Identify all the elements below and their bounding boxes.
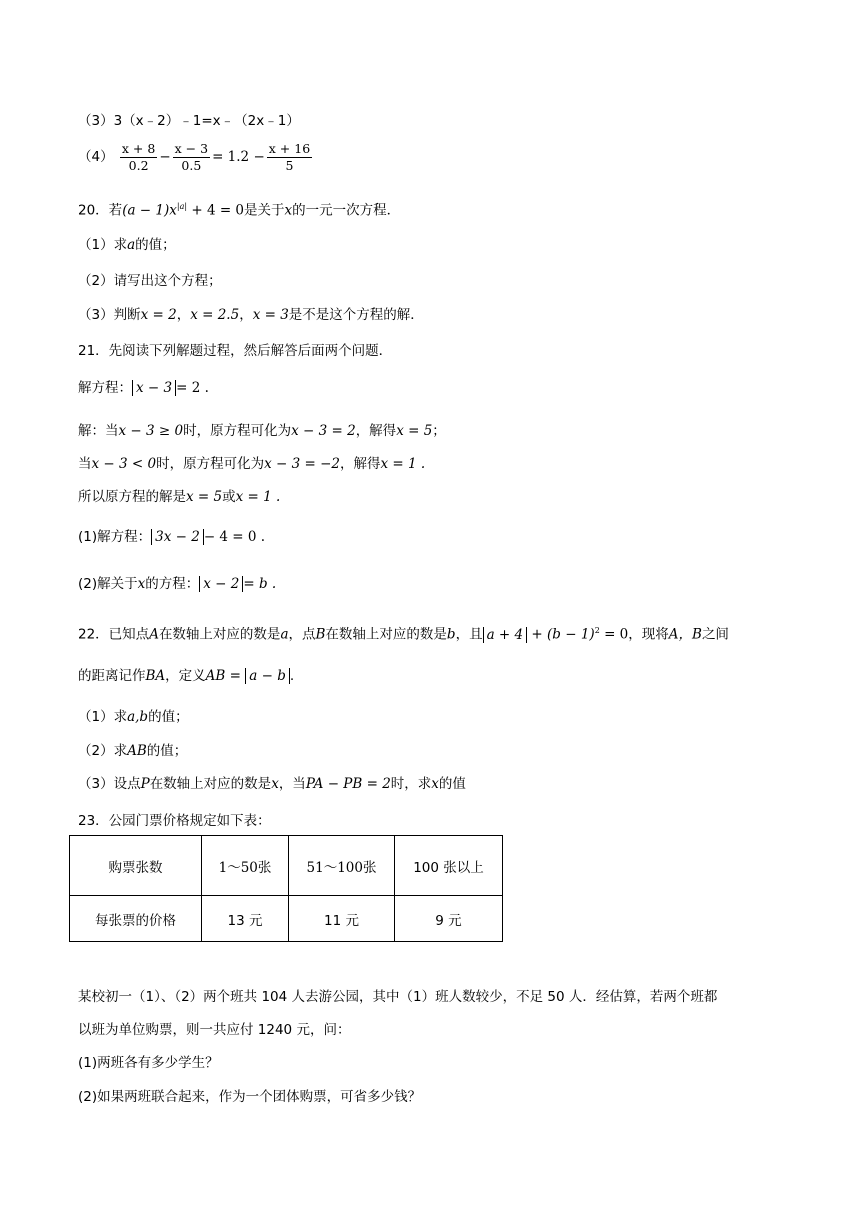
- q21-sol1-cond: x − 3 ≥ 0: [118, 423, 184, 439]
- q22-p2-b: 的值；: [146, 743, 188, 759]
- q22-point-A: A: [149, 626, 159, 643]
- q22-p1-a: （1）求: [78, 709, 128, 725]
- q21-sol1-a: 解：当: [78, 423, 119, 439]
- q23-paragraph-2: 以班为单位购票，则一共应付 1240 元，问：: [78, 1022, 351, 1038]
- q22-p2-var: AB: [127, 743, 147, 759]
- q20-var: x: [284, 202, 293, 219]
- q20-part3: [78, 305, 424, 325]
- q20-number: 20．若: [78, 202, 123, 219]
- q19-part3-equation: 3（x﹣2）﹣1=x﹣（2x﹣1）: [113, 113, 300, 129]
- q21-stem: 21．先阅读下列解题过程，然后解答后面两个问题．: [78, 343, 393, 359]
- q23-part2: (2)如果两班联合起来，作为一个团体购票，可省多少钱？: [78, 1089, 422, 1105]
- q22-p3-d: 时，求: [390, 776, 432, 792]
- q21-part2-label: (2)解关于: [78, 576, 138, 592]
- q22-point-P: P: [140, 776, 150, 792]
- q22-def-lhs: AB =: [205, 668, 246, 684]
- minus-sign: −: [159, 149, 171, 165]
- q21-sol2-cond: x − 3 < 0: [91, 456, 157, 472]
- q20-part3-end: 是不是这个方程的解．: [288, 307, 424, 323]
- q22-AB: A，B: [668, 626, 702, 643]
- q20-value-1: x = 2: [140, 307, 177, 323]
- q22-cond-abs: a + 4: [483, 627, 528, 643]
- q21-solution-3: [78, 487, 280, 507]
- q19-part4-label: （4）: [78, 149, 114, 165]
- range-1: 1～50: [218, 859, 258, 876]
- table-cell: 购票张数: [70, 836, 202, 896]
- q22-var-b: b: [446, 626, 456, 643]
- q22-var-a: a: [280, 626, 289, 643]
- q22-p3-cond: PA − PB = 2: [305, 776, 391, 792]
- q19-part4: [78, 139, 314, 175]
- table-row: [70, 836, 503, 896]
- fraction-1-numerator: x + 8: [121, 140, 156, 156]
- q21-part2: [78, 574, 276, 594]
- q20-part1-end: 的值；: [135, 237, 176, 253]
- q21-sol1-c: ，解得: [355, 423, 397, 439]
- q21-sol3-v1: x = 5: [186, 489, 223, 505]
- q21-part2-mid: 的方程：: [145, 576, 200, 592]
- q22-x2: x: [431, 776, 439, 792]
- q22-cond-sup: 2: [594, 626, 600, 635]
- q22-p3-c: ，当: [278, 776, 306, 792]
- q22-line2-end: .: [289, 668, 295, 684]
- q22-cond-end: = 0: [599, 626, 629, 643]
- q21-example-rhs: = 2 .: [176, 380, 209, 396]
- q23-stem: 23．公园门票价格规定如下表：: [78, 813, 271, 829]
- table-cell: [202, 836, 289, 896]
- q20-sep-2: ，: [239, 307, 253, 323]
- q20-part2: （2）请写出这个方程；: [78, 273, 222, 289]
- q19-part3: [78, 111, 300, 131]
- q21-part2-var: x: [137, 576, 146, 592]
- fraction-2: [173, 141, 210, 174]
- fraction-2-denominator: 0.5: [181, 157, 202, 173]
- q22-line2: [78, 666, 294, 686]
- q22-stem: [78, 621, 729, 645]
- q21-example: [78, 378, 209, 398]
- q20-part1-text: （1）求: [78, 237, 128, 253]
- q23-part1: (1)两班各有多少学生？: [78, 1055, 219, 1071]
- q20-equation: (a − 1)x: [122, 202, 177, 219]
- q22-BA: BA: [145, 668, 166, 684]
- q20-stem: [78, 197, 400, 221]
- q21-sol2-c: ，解得: [340, 456, 381, 472]
- q22-part2: [78, 741, 187, 761]
- q20-sep-1: ，: [176, 307, 191, 323]
- q21-sol1-res: x = 5: [396, 423, 433, 439]
- q20-text: 是关于: [244, 202, 285, 219]
- q22-point-B: B: [315, 626, 326, 643]
- q20-value-2: x = 2.5: [190, 307, 240, 323]
- fraction-3-numerator: x + 16: [268, 140, 311, 156]
- q21-sol2-eq: x − 3 = −2: [264, 456, 340, 472]
- q21-part1: [78, 527, 265, 547]
- table-cell: [289, 836, 395, 896]
- table-row: [70, 896, 503, 942]
- q23-paragraph-1: 某校初一（1）、（2）两个班共 104 人去游公园，其中（1）班人数较少，不足 50 人．经估算，若两个班都: [78, 989, 718, 1005]
- q22-cond-rest: + (b − 1): [527, 626, 595, 643]
- q22-a: 22．已知点: [78, 626, 150, 643]
- q21-sol3-or: 或: [222, 489, 236, 505]
- q20-part3-text: （3）判断: [78, 307, 141, 323]
- equals-part: = 1.2 −: [212, 149, 265, 165]
- q22-def-abs: a − b: [245, 668, 290, 684]
- q21-part2-rhs: = b .: [243, 576, 277, 592]
- q21-sol2-b: 时，原方程可化为: [156, 456, 265, 472]
- q22-p2-a: （2）求: [78, 743, 128, 759]
- q21-part1-rhs: − 4 = 0 .: [203, 529, 266, 545]
- q21-solution-1: [78, 421, 446, 441]
- q21-sol2-res: x = 1 .: [380, 456, 426, 472]
- table-cell: 13 元: [202, 896, 289, 942]
- q20-part1: [78, 235, 176, 255]
- q22-b: 在数轴上对应的数是: [158, 626, 281, 643]
- fraction-1-denominator: 0.2: [128, 157, 149, 173]
- table-cell: 11 元: [289, 896, 395, 942]
- table-cell: 9 元: [395, 896, 503, 942]
- q22-e: ，且: [455, 626, 483, 643]
- q21-part2-abs: x − 2: [199, 576, 243, 592]
- price-table: [69, 835, 503, 942]
- unit-2: 张: [362, 859, 377, 876]
- q22-part3: [78, 774, 466, 794]
- fraction-1: [120, 141, 157, 174]
- q22-x1: x: [271, 776, 279, 792]
- q21-sol2-a: 当: [78, 456, 92, 472]
- unit-1: 张: [257, 859, 272, 876]
- q22-part1: [78, 707, 189, 727]
- q21-sol1-eq: x − 3 = 2: [291, 423, 356, 439]
- table-cell: 100 张以上: [395, 836, 503, 896]
- q22-p1-b: 的值；: [148, 709, 189, 725]
- q22-f: ，现将: [628, 626, 669, 643]
- q20-value-3: x = 3: [252, 307, 289, 323]
- q21-example-label: 解方程：: [78, 380, 132, 396]
- fraction-3: [267, 141, 312, 174]
- q19-part3-label: （3）: [78, 113, 114, 129]
- q22-p3-b: 在数轴上对应的数是: [149, 776, 272, 792]
- q21-sol1-d: ；: [432, 423, 446, 439]
- q21-part1-label: (1)解方程：: [78, 529, 152, 545]
- q22-c: ，点: [288, 626, 316, 643]
- q22-p3-e: 的值: [438, 776, 466, 792]
- q21-sol1-b: 时，原方程可化为: [183, 423, 292, 439]
- q20-exponent: |a|: [176, 202, 188, 211]
- q22-d: 在数轴上对应的数是: [325, 626, 447, 643]
- q22-line2-a: 的距离记作: [78, 668, 146, 684]
- q21-solution-2: [78, 454, 425, 474]
- q22-p3-a: （3）设点: [78, 776, 141, 792]
- table-cell: 每张票的价格: [70, 896, 202, 942]
- q21-sol3-v2: x = 1 .: [235, 489, 281, 505]
- q22-line2-b: ，定义: [165, 668, 206, 684]
- q21-example-abs: x − 3: [132, 380, 176, 396]
- q20-end: 的一元一次方程．: [292, 202, 401, 219]
- q21-part1-abs: 3x − 2: [151, 529, 204, 545]
- range-2: 51～100: [306, 859, 363, 876]
- q20-part1-var: a: [127, 237, 136, 253]
- q20-equation-rest: + 4 = 0: [187, 202, 245, 219]
- fraction-3-denominator: 5: [285, 157, 294, 173]
- fraction-2-numerator: x − 3: [174, 140, 209, 156]
- q22-p1-vars: a,b: [127, 709, 149, 725]
- q22-g: 之间: [701, 626, 729, 643]
- q21-sol3-a: 所以原方程的解是: [78, 489, 186, 505]
